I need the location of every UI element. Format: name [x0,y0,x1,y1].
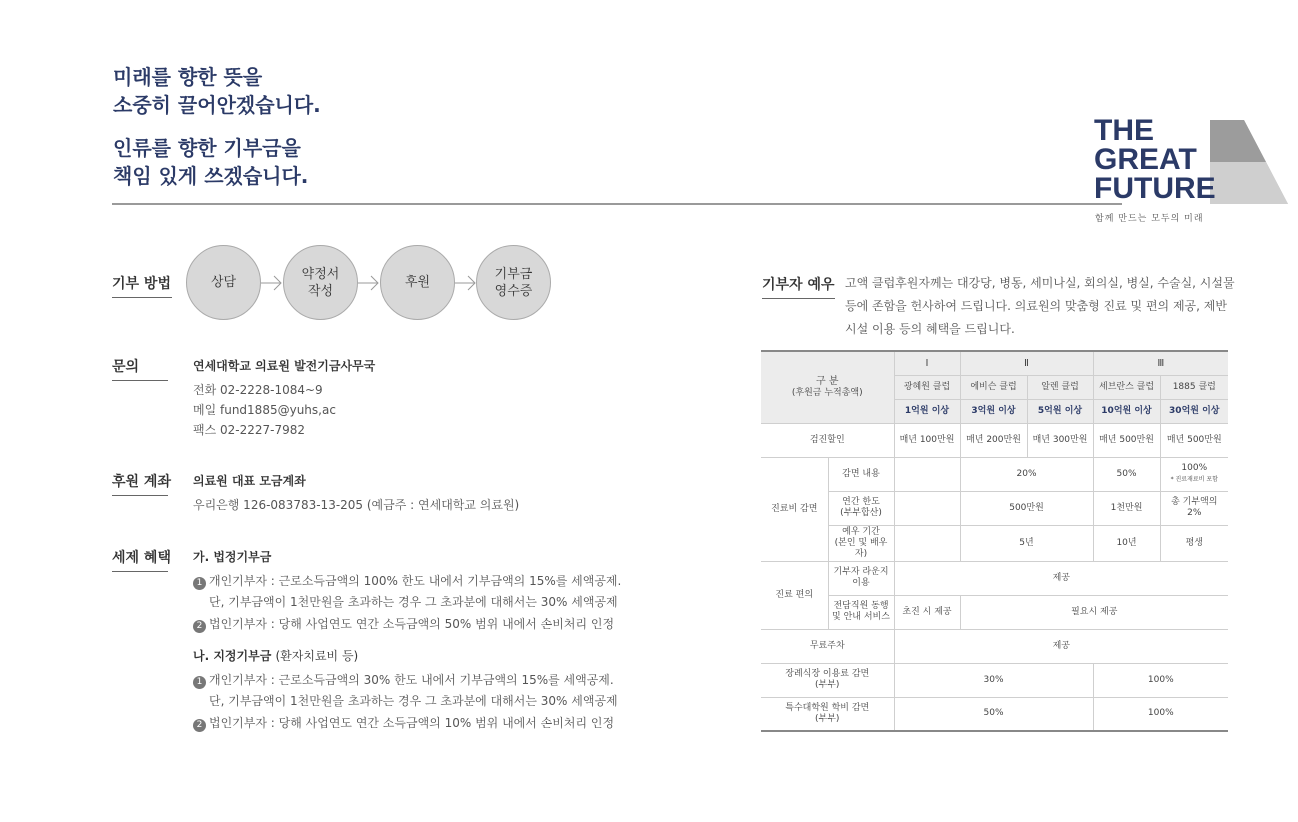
logo-word-future: FUTURE [1094,172,1216,205]
tier-2: Ⅱ [960,351,1093,375]
table-cell: 100% * 진료재료비 포함 [1160,457,1228,491]
number-1-icon: 1 [193,676,206,689]
table-cell [894,525,960,561]
table-cell: 전담직원 동행 및 안내 서비스 [828,595,894,629]
table-cell: 5년 [960,525,1093,561]
medical-label: 진료비 감면 [761,457,828,561]
club-name: 광혜원 클럽 [894,375,960,399]
step-receipt: 기부금 영수증 [476,245,551,320]
table-cell: 제공 [894,561,1228,595]
number-2-icon: 2 [193,620,206,633]
club-amount: 5억원 이상 [1027,399,1093,423]
table-row [761,629,1228,663]
tax-b-title: 나. 지정기부금 (환자치료비 등) [193,649,359,663]
checkup-label: 검진할인 [761,423,894,457]
step-donate: 후원 [380,245,455,320]
account-detail: 우리은행 126-083783-13-205 (예금주 : 연세대학교 의료원) [193,498,520,512]
tax-b-item1: 1 개인기부자 : 근로소득금액의 30% 한도 내에서 기부금액의 15%를 세액공제. [193,671,614,689]
club-name: 알렌 클럽 [1027,375,1093,399]
table-cell [894,491,960,525]
headline-line-3: 인류를 향한 기부금을 [113,136,301,160]
headline-group-2 [113,134,308,190]
tax-b-item2: 2 법인기부자 : 당해 사업연도 연간 소득금액의 10% 범위 내에서 손비처리 인정 [193,714,614,732]
table-cell: 50% [894,697,1093,731]
table-cell: 평생 [1160,525,1228,561]
club-amount: 3억원 이상 [960,399,1027,423]
club-amount: 30억원 이상 [1160,399,1228,423]
tax-a-item1-cont: 단, 기부금액이 1천만원을 초과하는 경우 그 초과분에 대해서는 30% 세액공제 [209,595,618,609]
club-amount: 1억원 이상 [894,399,960,423]
table-cell: 제공 [894,629,1228,663]
tax-a-item2: 2 법인기부자 : 당해 사업연도 연간 소득금액의 50% 범위 내에서 손비처리 인정 [193,615,614,633]
step-consult: 상담 [186,245,261,320]
table-cell: 매년 300만원 [1027,423,1093,457]
table-cell: 초진 시 제공 [894,595,960,629]
contact-org: 연세대학교 의료원 발전기금사무국 [193,359,376,373]
table-cell: 매년 500만원 [1093,423,1160,457]
table-cell: 100% [1093,663,1228,697]
table-cell: 30% [894,663,1093,697]
arrow-right-icon [358,273,380,293]
account-label: 후원 계좌 [112,471,168,496]
table-row [761,525,1228,561]
parking-label: 무료주차 [761,629,894,663]
number-2-icon: 2 [193,719,206,732]
tier-1: Ⅰ [894,351,960,375]
table-cell: 감면 내용 [828,457,894,491]
method-label: 기부 방법 [112,273,172,298]
number-1-icon: 1 [193,577,206,590]
table-cell: 20% [960,457,1093,491]
table-row [761,561,1228,595]
club-name: 세브란스 클럽 [1093,375,1160,399]
the-great-future-logo [1094,116,1290,226]
table-cell: 500만원 [960,491,1093,525]
table-row [761,351,1228,375]
arrow-right-icon [455,273,477,293]
contact-label: 문의 [112,356,168,381]
table-cell: 기부자 라운지 이용 [828,561,894,595]
table-cell: 50% [1093,457,1160,491]
table-cell: 100% [1093,697,1228,731]
donor-label: 기부자 예우 [762,274,835,299]
table-cell: 매년 100만원 [894,423,960,457]
tax-label: 세제 혜택 [112,547,168,572]
tier-3: Ⅲ [1093,351,1228,375]
table-row [761,423,1228,457]
step-pledge: 약정서 작성 [283,245,358,320]
benefit-table [761,350,1228,732]
table-cell: 예우 기간 (본인 및 배우자) [828,525,894,561]
table-cell: 매년 500만원 [1160,423,1228,457]
logo-word-great: GREAT [1094,143,1197,176]
donor-description: 고액 클럽후원자께는 대강당, 병동, 세미나실, 회의실, 병실, 수술실, 시설물 등에 존함을 헌사하여 드립니다. 의료원의 맞춤형 진료 및 편의 제공, 제반 시설 이용 등의 혜택을 드립니다. [845,276,1235,336]
account-title: 의료원 대표 모금계좌 [193,474,306,488]
table-cell: 매년 200만원 [960,423,1027,457]
table-row [761,491,1228,525]
headline-line-4: 책임 있게 쓰겠습니다. [113,164,309,188]
contact-fax: 팩스 02-2227-7982 [193,423,306,437]
logo-words [1094,116,1216,203]
donation-steps [186,245,566,320]
tax-b-item1-cont: 단, 기부금액이 1천만원을 초과하는 경우 그 초과분에 대해서는 30% 세액공제 [209,694,618,708]
logo-word-the: THE [1094,114,1154,147]
arrow-right-icon [261,273,283,293]
top-divider [112,203,1122,205]
tax-a-item1: 1 개인기부자 : 근로소득금액의 100% 한도 내에서 기부금액의 15%를 세액공제. [193,572,621,590]
table-cell [894,457,960,491]
tuition-label: 특수대학원 학비 감면 (부부) [761,697,894,731]
club-amount: 10억원 이상 [1093,399,1160,423]
headline-group-1 [113,63,321,119]
contact-phone: 전화 02-2228-1084~9 [193,383,323,397]
table-cell: 연간 한도 (부부합산) [828,491,894,525]
headline-line-2: 소중히 끌어안겠습니다. [113,93,321,117]
logo-tagline: 함께 만드는 모두의 미래 [1095,214,1204,224]
table-cell: 필요시 제공 [960,595,1228,629]
table-row [761,697,1228,731]
table-cell: 1천만원 [1093,491,1160,525]
convenience-label: 진료 편의 [761,561,828,629]
funeral-label: 장례식장 이용료 감면 (부부) [761,663,894,697]
contact-email: 메일 fund1885@yuhs,ac [193,403,336,417]
club-name: 1885 클럽 [1160,375,1228,399]
club-name: 에비슨 클럽 [960,375,1027,399]
table-cell: 10년 [1093,525,1160,561]
table-row [761,595,1228,629]
table-row [761,663,1228,697]
tax-a-title: 가. 법정기부금 [193,550,272,564]
table-cell: 총 기부액의 2% [1160,491,1228,525]
table-row [761,457,1228,491]
table-corner: 구 분 (후원금 누적총액) [761,351,894,423]
headline-line-1: 미래를 향한 뜻을 [113,65,263,89]
